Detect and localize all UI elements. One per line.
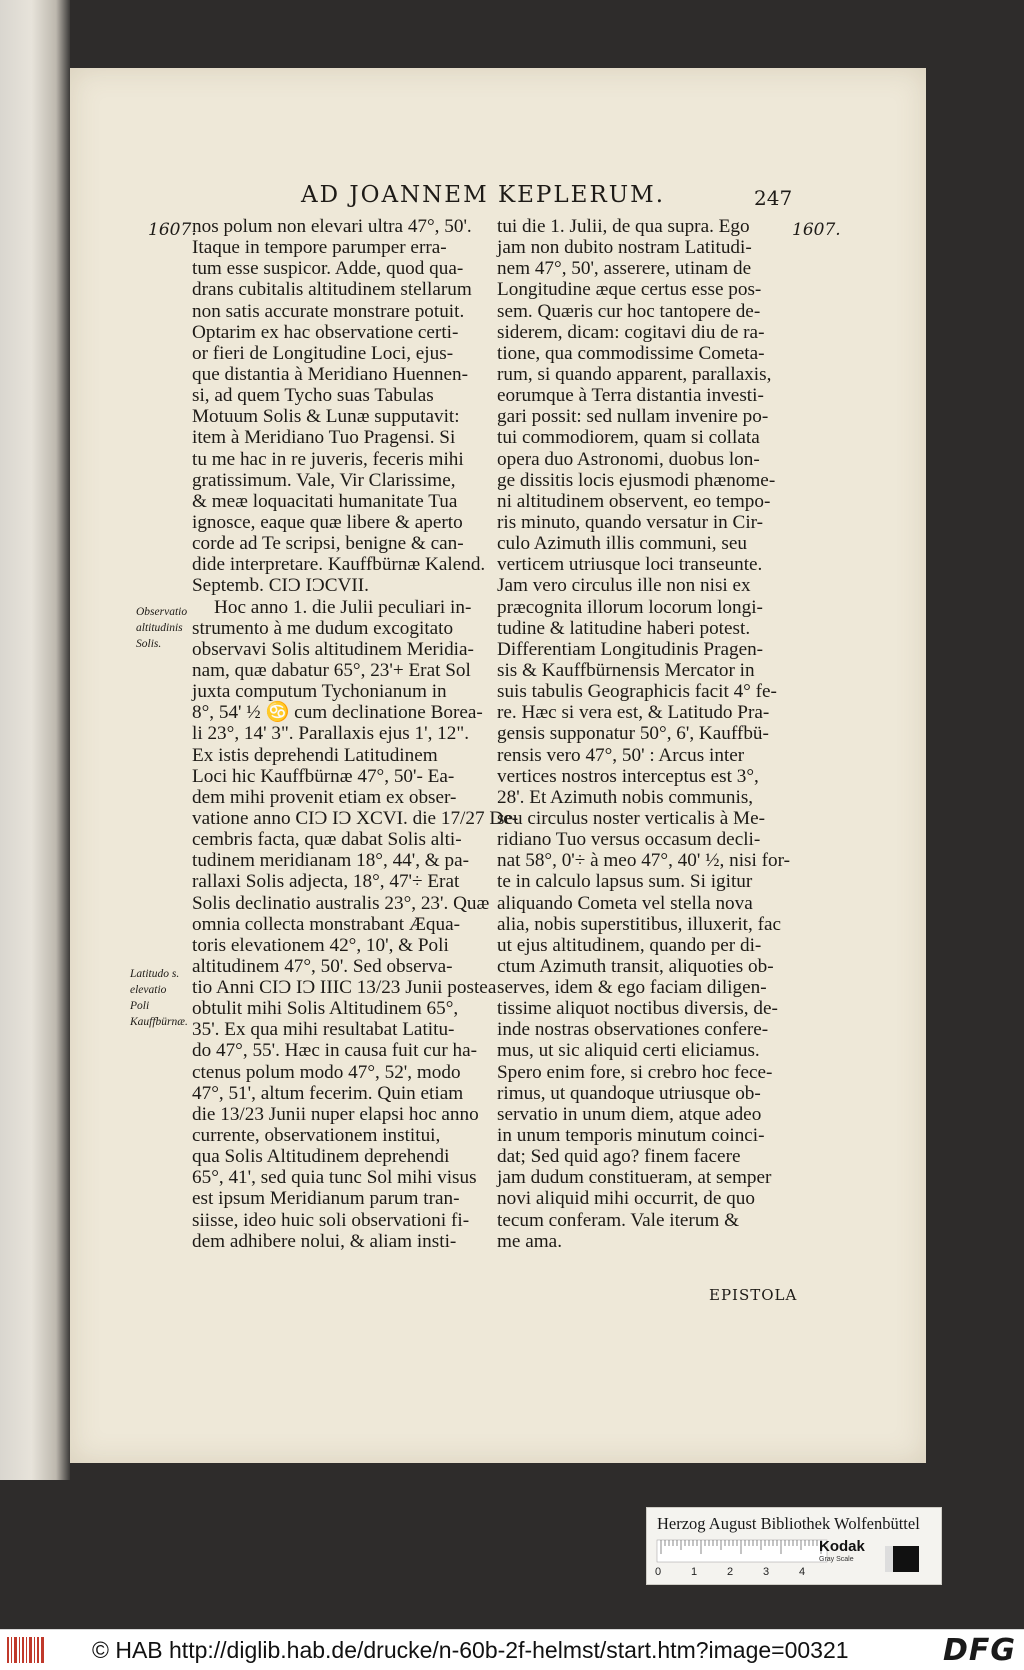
text-line: cembris facta, quæ dabat Solis alti- — [192, 829, 462, 851]
text-line: culo Azimuth illis communi, seu — [497, 533, 747, 555]
text-line: ridiano Tuo versus occasum decli- — [497, 829, 761, 851]
ruler-label: 2 — [727, 1566, 734, 1578]
book-left-page-edge — [0, 0, 70, 1480]
text-line: servatio in unum diem, atque adeo — [497, 1103, 762, 1125]
text-line: Septemb. CIƆ IƆCVII. — [192, 575, 369, 597]
page-number: 247 — [754, 186, 793, 210]
text-line: jam non dubito nostram Latitudi- — [497, 237, 752, 259]
text-line: dem adhibere nolui, & aliam insti- — [192, 1230, 457, 1252]
text-line: novi aliquid mihi occurrit, de quo — [497, 1188, 755, 1210]
text-line: te in calculo lapsus sum. Si igitur — [497, 871, 753, 893]
text-line: que distantia à Meridiano Huennen- — [192, 363, 468, 385]
text-line: tudinem meridianam 18°, 44', & pa- — [192, 850, 470, 872]
text-line: tecum conferam. Vale iterum & — [497, 1209, 740, 1231]
text-line: or fieri de Longitudine Loci, ejus- — [192, 342, 454, 364]
text-line: strumento à me dudum excogitato — [192, 617, 454, 639]
text-line: Hoc anno 1. die Julii peculiari in- — [214, 596, 472, 618]
text-line: omnia collecta monstrabant Æqua- — [192, 913, 461, 935]
text-line: opera duo Astronomi, duobus lon- — [497, 448, 760, 470]
text-line: tu me hac in re juveris, feceris mihi — [192, 448, 464, 470]
text-line: tudine & latitudine haberi potest. — [497, 617, 751, 639]
text-line: si, ad quem Tycho suas Tabulas — [192, 385, 434, 407]
text-line: sis & Kauffbürnensis Mercator in — [497, 659, 755, 681]
text-line: 35'. Ex qua mihi resultabat Latitu- — [192, 1019, 455, 1041]
text-line: Motuum Solis & Lunæ supputavit: — [192, 406, 460, 428]
text-line: aliquando Cometa vel stella nova — [497, 892, 753, 914]
text-line: rensis vero 47°, 50' : Arcus inter — [497, 744, 745, 766]
ruler-label: 4 — [799, 1566, 806, 1578]
text-line: rum, si quando apparent, parallaxis, — [497, 363, 772, 385]
text-line: dat; Sed quid ago? finem facere — [497, 1146, 741, 1168]
text-line: juxta computum Tychonianum in — [192, 681, 447, 703]
text-line: ut ejus altitudinem, quando per di- — [497, 934, 762, 956]
kodak-subtitle: Gray Scale — [819, 1556, 854, 1563]
text-line: li 23°, 14' 3". Parallaxis ejus 1', 12". — [192, 723, 470, 745]
text-line: tui die 1. Julii, de qua supra. Ego — [497, 216, 750, 237]
text-line: tum esse suspicor. Adde, quod qua- — [192, 258, 464, 280]
running-head: AD JOANNEM KEPLERUM. — [301, 182, 666, 208]
text-line: tissime aliquot noctibus diversis, de- — [497, 998, 778, 1020]
text-line: alia, nobis superstitibus, illuxerit, fac — [497, 913, 782, 935]
text-line: jam dudum constitueram, at semper — [497, 1167, 772, 1189]
text-line: nos polum non elevari ultra 47°, 50'. — [192, 216, 472, 237]
footer-permalink[interactable]: © HAB http://diglib.hab.de/drucke/n-60b-2f-helmst/start.htm?image=00321 — [92, 1637, 849, 1663]
text-line: & meæ loquacitati humanitate Tua — [192, 490, 458, 512]
text-line: re. Hæc si vera est, & Latitudo Pra- — [497, 702, 770, 724]
text-line: suis tabulis Geographicis facit 4° fe- — [497, 681, 777, 703]
text-line: vatione anno CIƆ IƆ XCVI. die 17/27 De- — [192, 807, 519, 829]
text-line: inde nostras observationes confere- — [497, 1019, 769, 1041]
text-line: Ex istis deprehendi Latitudinem — [192, 744, 438, 766]
text-line: præcognita illorum locorum longi- — [497, 596, 763, 618]
text-line: gratissimum. Vale, Vir Clarissime, — [192, 469, 456, 491]
ruler-label: 0 — [655, 1566, 662, 1578]
footer-bar — [0, 1629, 1024, 1670]
text-line: ge dissitis locis ejusmodi phænome- — [497, 469, 776, 491]
catchword: EPISTOLA — [709, 1286, 798, 1304]
text-line: Differentiam Longitudinis Pragen- — [497, 638, 764, 660]
ruler-label: 3 — [763, 1566, 770, 1578]
text-line: die 13/23 Junii nuper elapsi hoc anno — [192, 1103, 479, 1125]
text-line: 28'. Et Azimuth nobis communis, — [497, 786, 754, 808]
text-line: drans cubitalis altitudinem stellarum — [192, 279, 472, 301]
text-line: non satis accurate monstrare potuit. — [192, 300, 465, 322]
text-line: sem. Quæris cur hoc tantopere de- — [497, 300, 761, 322]
text-line: in unum temporis minutum coinci- — [497, 1125, 765, 1147]
text-line: 47°, 51', altum fecerim. Quin etiam — [192, 1082, 464, 1104]
text-line: eorumque à Terra distantia investi- — [497, 385, 764, 407]
text-line: ctum Azimuth transit, aliquoties ob- — [497, 955, 774, 977]
text-line: est ipsum Meridianum parum tran- — [192, 1188, 460, 1210]
text-line: Optarim ex hac observatione certi- — [192, 321, 459, 343]
text-line: dide interpretare. Kauffbürnæ Kalend. — [192, 554, 486, 576]
text-line: ctenus polum modo 47°, 52', modo — [192, 1061, 461, 1083]
text-column-right — [497, 216, 790, 1252]
text-line: nem 47°, 50', asserere, utinam de — [497, 258, 752, 280]
text-line: ni altitudinem observent, eo tempo- — [497, 490, 771, 512]
text-line: nat 58°, 0'÷ à meo 47°, 40' ½, nisi for- — [497, 850, 790, 872]
text-line: siisse, ideo huic soli observationi fi- — [192, 1209, 470, 1231]
text-line: verticem utriusque loci transeunte. — [497, 554, 763, 576]
library-name: Herzog August Bibliothek Wolfenbüttel — [657, 1514, 920, 1533]
text-line: 8°, 54' ½ ♋ cum declinatione Borea- — [192, 702, 483, 724]
barcode-icon — [6, 1635, 46, 1665]
text-line: Jam vero circulus ille non nisi ex — [497, 575, 751, 597]
text-line: item à Meridiano Tuo Pragensi. Si — [192, 427, 456, 449]
text-line: corde ad Te scripsi, benigne & can- — [192, 533, 464, 555]
year-margin-left: 1607. — [148, 220, 197, 240]
text-line: dem mihi provenit etiam ex obser- — [192, 786, 457, 808]
text-line: vertices nostros interceptus est 3°, — [497, 765, 759, 787]
text-line: ignosce, eaque quæ libere & aperto — [192, 511, 463, 533]
text-line: Spero enim fore, si crebro hoc fece- — [497, 1061, 773, 1083]
year-margin-right: 1607. — [792, 220, 841, 240]
text-line: rallaxi Solis adjecta, 18°, 47'÷ Erat — [192, 871, 460, 893]
text-line: Itaque in tempore parumper erra- — [192, 237, 447, 259]
text-line: toris elevationem 42°, 10', & Poli — [192, 934, 449, 956]
text-line: serves, idem & ego faciam diligen- — [497, 977, 767, 999]
text-line: gensis supponatur 50°, 6', Kauffbü- — [497, 723, 769, 745]
text-line: 65°, 41', sed quia tunc Sol mihi visus — [192, 1167, 477, 1189]
margin-note-observatio: Observatio altitudinis Solis. — [136, 606, 188, 650]
text-line: gari possit: sed nullam invenire po- — [497, 406, 769, 428]
text-line: Loci hic Kauffbürnæ 47°, 50'- Ea- — [192, 765, 455, 787]
gray-scale-ruler — [657, 1540, 827, 1562]
text-line: tione, qua commodissime Cometa- — [497, 342, 765, 364]
text-line: me ama. — [497, 1230, 562, 1252]
text-line: seu circulus noster verticalis à Me- — [497, 807, 765, 829]
ruler-label: 1 — [691, 1566, 698, 1578]
text-column-left — [192, 216, 519, 1252]
kodak-logo: Kodak — [819, 1538, 865, 1555]
text-line: do 47°, 55'. Hæc in causa fuit cur ha- — [192, 1040, 478, 1062]
text-line: currente, observationem institui, — [192, 1125, 441, 1147]
text-line: nam, quæ dabatur 65°, 23'+ Erat Sol — [192, 659, 471, 681]
text-line: tui commodiorem, quam si collata — [497, 427, 760, 449]
text-line: Longitudine æque certus esse pos- — [497, 279, 762, 301]
text-line: ris minuto, quando versatur in Cir- — [497, 511, 764, 533]
text-line: Solis declinatio australis 23°, 23'. Quæ — [192, 892, 490, 914]
dfg-logo: DFG — [942, 1633, 1016, 1668]
text-line: rimus, ut quandoque utriusque ob- — [497, 1082, 761, 1104]
text-line: obtulit mihi Solis Altitudinem 65°, — [192, 998, 459, 1020]
text-line: observavi Solis altitudinem Meridia- — [192, 638, 474, 660]
text-line: altitudinem 47°, 50'. Sed observa- — [192, 955, 453, 977]
library-color-card — [646, 1507, 942, 1585]
text-line: mus, ut sic aliquid certi eliciamus. — [497, 1040, 760, 1062]
text-line: siderem, dicam: cogitavi diu de ra- — [497, 321, 765, 343]
gray-patch — [885, 1546, 919, 1572]
text-line: qua Solis Altitudinem deprehendi — [192, 1146, 450, 1168]
text-line: tio Anni CIƆ IƆ IIIC 13/23 Junii postea — [192, 977, 497, 999]
margin-note-latitudo: Latitudo s. elevatio Poli Kauffbürnæ. — [130, 968, 188, 1028]
